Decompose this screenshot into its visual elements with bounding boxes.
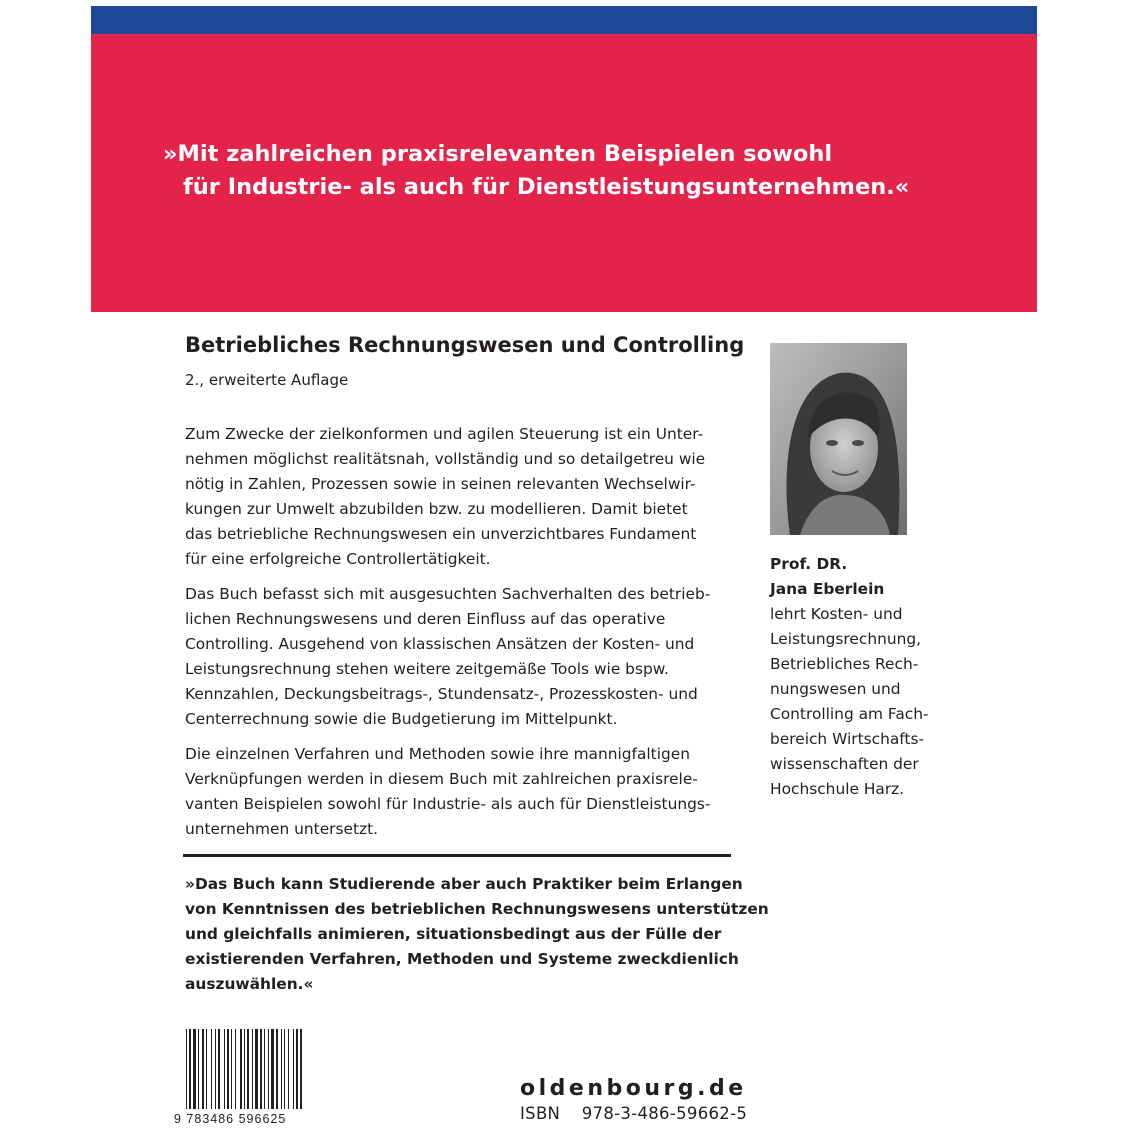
cover-quote: [163, 138, 1023, 204]
author-bio-line: lehrt Kosten- und: [770, 605, 903, 623]
text-line: lichen Rechnungswesens und deren Einfluss auf das operative: [185, 610, 666, 628]
barcode-bar: [296, 1029, 298, 1109]
isbn-label: ISBN: [520, 1104, 561, 1123]
author-bio-line: wissenschaften der: [770, 755, 919, 773]
text-line: Das Buch befasst sich mit ausgesuchten Sachverhalten des betrieb-: [185, 585, 711, 603]
barcode-bar: [224, 1029, 225, 1109]
book-title: Betriebliches Rechnungswesen und Controlling: [185, 333, 745, 357]
text-line: für eine erfolgreiche Controllertätigkeit.: [185, 550, 491, 568]
text-line: vanten Beispielen sowohl für Industrie- als auch für Dienstleistungs-: [185, 795, 711, 813]
barcode-bar: [268, 1029, 269, 1109]
barcode-bar: [247, 1029, 249, 1109]
pull-quote: [185, 872, 769, 997]
barcode-bar: [276, 1029, 278, 1109]
author-bio-line: Hochschule Harz.: [770, 780, 905, 798]
barcode-bar: [198, 1029, 199, 1109]
book-description: [185, 422, 730, 852]
author-photo: [770, 343, 907, 535]
barcode-bar: [215, 1029, 216, 1109]
section-divider: [183, 854, 731, 857]
text-line: Zum Zwecke der zielkonformen und agilen Steuerung ist ein Unter-: [185, 425, 704, 443]
cover-quote-line-2: für Industrie- als auch für Dienstleistungsunternehmen.«: [183, 174, 910, 200]
barcode-bar: [227, 1029, 229, 1109]
book-edition: 2., erweiterte Auflage: [185, 371, 349, 389]
author-info: [770, 552, 970, 802]
text-line: nehmen möglichst realitätsnah, vollständig und so detailgetreu wie: [185, 450, 706, 468]
top-blue-band: [91, 6, 1037, 34]
barcode-bar: [293, 1029, 294, 1109]
text-line: Die einzelnen Verfahren und Methoden sowie ihre mannigfaltigen: [185, 745, 690, 763]
text-line: das betriebliche Rechnungswesen ein unverzichtbares Fundament: [185, 525, 697, 543]
barcode-bar: [281, 1029, 282, 1109]
isbn-number: 978-3-486-59662-5: [581, 1104, 748, 1123]
barcode-bar: [288, 1029, 289, 1109]
isbn: [520, 1104, 747, 1123]
text-line: Centerrechnung sowie die Budgetierung im Mittelpunkt.: [185, 710, 618, 728]
barcode-bar: [271, 1029, 274, 1109]
publisher-url: oldenbourg.de: [520, 1076, 747, 1101]
text-line: Leistungsrechnung stehen weitere zeitgemäße Tools wie bspw.: [185, 660, 669, 678]
author-bio-line: Betriebliches Rech-: [770, 655, 919, 673]
barcode-bar: [206, 1029, 207, 1109]
text-line: kungen zur Umwelt abzubilden bzw. zu modellieren. Damit bietet: [185, 500, 688, 518]
author-bio-line: nungswesen und: [770, 680, 901, 698]
barcode-bar: [244, 1029, 245, 1109]
barcode-bar: [284, 1029, 285, 1109]
barcode-bar: [240, 1029, 242, 1109]
author-name: Jana Eberlein: [770, 580, 885, 598]
text-line: Verknüpfungen werden in diesem Buch mit zahlreichen praxisrele-: [185, 770, 698, 788]
text-line: auszuwählen.«: [185, 975, 314, 993]
barcode-bar: [186, 1029, 187, 1109]
barcode-bar: [235, 1029, 236, 1109]
barcode-bar: [231, 1029, 232, 1109]
barcode-bar: [255, 1029, 258, 1109]
isbn-barcode: [172, 1027, 337, 1127]
text-line: existierenden Verfahren, Methoden und Systeme zweckdienlich: [185, 950, 739, 968]
author-bio-line: bereich Wirtschafts-: [770, 730, 925, 748]
text-line: Controlling. Ausgehend von klassischen Ansätzen der Kosten- und: [185, 635, 695, 653]
barcode-bar: [193, 1029, 196, 1109]
barcode-bar: [202, 1029, 204, 1109]
author-bio-line: Controlling am Fach-: [770, 705, 929, 723]
text-line: unternehmen untersetzt.: [185, 820, 379, 838]
barcode-bar: [252, 1029, 253, 1109]
barcode-bar: [218, 1029, 220, 1109]
text-line: von Kenntnissen des betrieblichen Rechnungswesens unterstützen: [185, 900, 769, 918]
text-line: nötig in Zahlen, Prozessen sowie in seinen relevanten Wechselwir-: [185, 475, 696, 493]
barcode-digits: 9 783486 596625: [174, 1112, 287, 1126]
description-paragraph-1: [185, 422, 730, 572]
barcode-bar: [211, 1029, 212, 1109]
author-title: Prof. DR.: [770, 555, 848, 573]
description-paragraph-3: [185, 742, 730, 842]
barcode-bar: [264, 1029, 265, 1109]
cover-quote-line-1: »Mit zahlreichen praxisrelevanten Beispielen sowohl: [163, 141, 833, 167]
text-line: und gleichfalls animieren, situationsbedingt aus der Fülle der: [185, 925, 722, 943]
barcode-bar: [260, 1029, 262, 1109]
text-line: »Das Buch kann Studierende aber auch Praktiker beim Erlangen: [185, 875, 743, 893]
author-bio-line: Leistungsrechnung,: [770, 630, 921, 648]
text-line: Kennzahlen, Deckungsbeitrags-, Stundensatz-, Prozesskosten- und: [185, 685, 698, 703]
description-paragraph-2: [185, 582, 730, 732]
barcode-bar: [300, 1029, 302, 1109]
barcode-bar: [189, 1029, 191, 1109]
